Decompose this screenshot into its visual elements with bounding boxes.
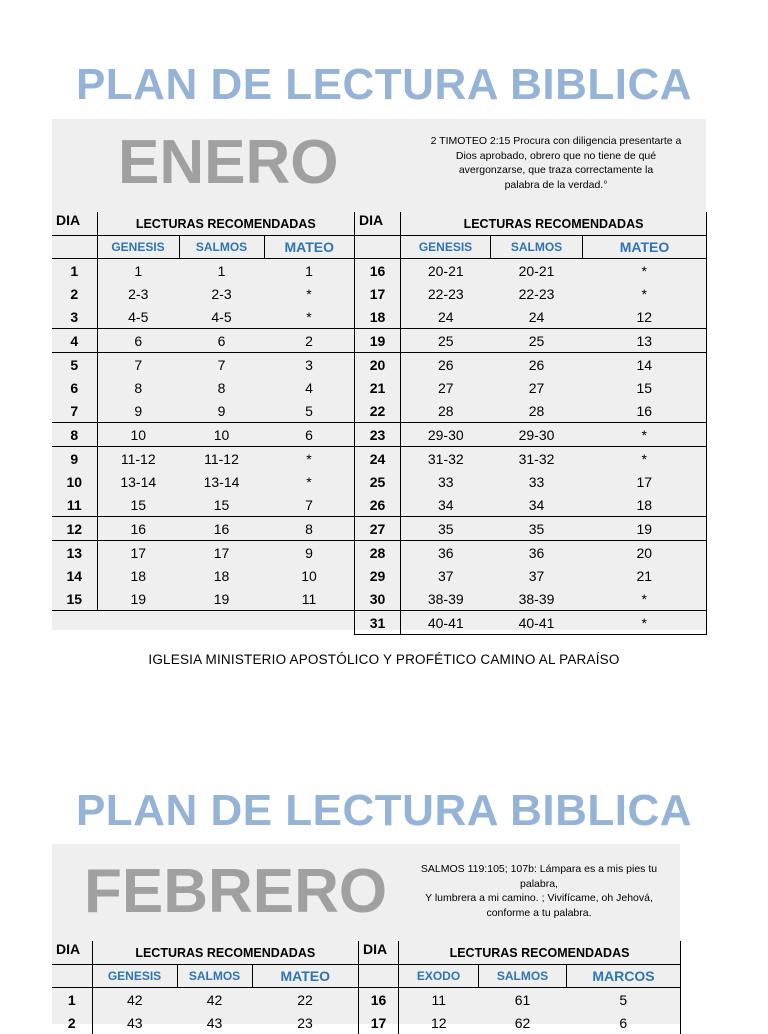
col-header-book2: SALMOS <box>479 965 567 988</box>
table-row <box>52 376 354 399</box>
verse-line: SALMOS 119:105; 107b: Lámpara es a mis pies tu <box>420 863 658 875</box>
table-row <box>355 447 707 471</box>
table-row <box>355 423 707 447</box>
cell-book2: 34 <box>528 496 545 513</box>
table-row <box>355 611 707 635</box>
cell-day: 4 <box>52 329 97 353</box>
lecturas-header: LECTURAS RECOMENDADAS <box>463 216 644 231</box>
cell-book2: 24 <box>528 308 545 325</box>
cell-book1: 22-23 <box>427 285 464 302</box>
table-row <box>355 564 707 587</box>
cell-book1: 8 <box>134 379 143 396</box>
table-row <box>355 493 707 517</box>
cell-day: 17 <box>359 1011 399 1034</box>
col-header-book1: EXODO <box>399 965 479 988</box>
table-row <box>355 305 707 329</box>
cell-day: 2 <box>52 282 97 305</box>
table-row <box>355 376 707 399</box>
cell-book1: 29-30 <box>401 423 491 447</box>
dia-header: DIA <box>52 941 92 965</box>
cell-day: 25 <box>355 470 401 493</box>
cell-book1: 26 <box>401 353 491 377</box>
table-row <box>52 423 354 447</box>
col-header-book3: MATEO <box>583 236 707 259</box>
lecturas-header: LECTURAS RECOMENDADAS <box>135 945 316 960</box>
cell-day: 28 <box>355 541 401 565</box>
cell-day: 11 <box>52 493 97 517</box>
col-header-book3: MARCOS <box>567 965 681 988</box>
col-header-book3: MATEO <box>264 236 354 259</box>
cell-day: 2 <box>52 1011 92 1034</box>
cell-book2: 33 <box>528 473 545 490</box>
cell-day: 18 <box>355 305 401 329</box>
table-row <box>52 587 354 611</box>
verse-line: 2 TIMOTEO 2:15 Procura con diligencia presentarte a <box>430 135 682 147</box>
table-row <box>52 282 354 305</box>
cell-day: 16 <box>355 259 401 283</box>
cell-day: 16 <box>359 988 399 1012</box>
cell-day: 14 <box>52 564 97 587</box>
cell-book3: 12 <box>636 308 653 325</box>
cell-book2: 17 <box>179 541 264 565</box>
cell-day: 7 <box>52 399 97 423</box>
cell-day: 30 <box>355 587 401 611</box>
cell-book3: 18 <box>636 496 653 513</box>
cell-book2: 26 <box>491 353 583 377</box>
cell-book2: 9 <box>217 402 226 419</box>
cell-book3: 20 <box>583 541 707 565</box>
table-row <box>52 470 354 493</box>
cell-book1: 17 <box>97 541 179 565</box>
cell-day: 1 <box>52 259 97 283</box>
cell-book2: 16 <box>179 517 264 541</box>
cell-book2: 18 <box>213 567 230 584</box>
cell-book2: 28 <box>528 402 545 419</box>
cell-book2: 31-32 <box>491 447 583 471</box>
cell-day: 20 <box>355 353 401 377</box>
col-header-book3: MATEO <box>252 965 358 988</box>
cell-book2: 27 <box>528 379 545 396</box>
cell-book2: 6 <box>179 329 264 353</box>
verse-line: conforme a tu palabra. <box>486 906 592 919</box>
dia-header: DIA <box>52 212 97 236</box>
cell-book1: 35 <box>401 517 491 541</box>
cell-book2: 29-30 <box>491 423 583 447</box>
cell-book2: 11-12 <box>179 447 264 471</box>
cell-book2: 43 <box>206 1014 223 1031</box>
cell-book3: * <box>264 447 354 471</box>
cell-book1: 18 <box>130 567 147 584</box>
cell-book3: * <box>641 590 647 607</box>
cell-book2: 7 <box>179 353 264 377</box>
cell-book3: * <box>306 473 312 490</box>
cell-book3: 14 <box>583 353 707 377</box>
col-header-book1: GENESIS <box>401 236 491 259</box>
cell-day: 19 <box>355 329 401 353</box>
cell-book3: 19 <box>583 517 707 541</box>
cell-book1: 43 <box>126 1014 143 1031</box>
reading-table-febrero-left <box>52 941 358 1034</box>
cell-book3: 22 <box>297 991 313 1008</box>
cell-day: 1 <box>52 988 92 1012</box>
cell-day: 24 <box>355 447 401 471</box>
cell-book1: 37 <box>437 567 454 584</box>
cell-book1: 36 <box>401 541 491 565</box>
cell-book3: 3 <box>264 353 354 377</box>
cell-book1: 15 <box>130 496 147 513</box>
cell-book3: * <box>641 285 647 302</box>
cell-book1: 6 <box>97 329 179 353</box>
cell-book2: 42 <box>206 991 223 1008</box>
col-header-book1: GENESIS <box>92 965 177 988</box>
cell-book3: 6 <box>619 1014 628 1031</box>
table-row <box>359 1011 681 1034</box>
cell-day: 10 <box>52 470 97 493</box>
table-row <box>359 988 681 1012</box>
reading-table-febrero-right <box>358 941 681 1034</box>
cell-book1: 38-39 <box>427 590 464 607</box>
table-row <box>355 353 707 377</box>
verse-febrero <box>404 862 674 920</box>
cell-book2: 22-23 <box>518 285 555 302</box>
col-header-book2: SALMOS <box>491 236 583 259</box>
table-row <box>52 1011 358 1034</box>
table-row <box>52 447 354 471</box>
cell-book2: 19 <box>213 590 230 607</box>
cell-book3: 23 <box>297 1014 313 1031</box>
cell-day: 31 <box>355 611 401 635</box>
table-row <box>355 587 707 611</box>
cell-book1: 10 <box>97 423 179 447</box>
cell-book1: 2-3 <box>128 285 149 302</box>
dia-header: DIA <box>355 212 401 236</box>
table-row <box>52 305 354 329</box>
cell-book1: 13-14 <box>120 473 157 490</box>
cell-book1: 1 <box>134 262 143 279</box>
cell-day: 8 <box>52 423 97 447</box>
cell-book3: 16 <box>636 402 653 419</box>
verse-enero <box>412 134 700 192</box>
table-row <box>355 541 707 565</box>
cell-book3: 4 <box>305 379 313 396</box>
cell-day: 3 <box>52 305 97 329</box>
cell-book3: * <box>641 262 647 279</box>
cell-book2: 61 <box>514 991 531 1008</box>
cell-day: 27 <box>355 517 401 541</box>
cell-book1: 4-5 <box>128 308 149 325</box>
table-row <box>355 282 707 305</box>
cell-book2: 10 <box>179 423 264 447</box>
cell-book3: 6 <box>264 423 354 447</box>
church-footer: IGLESIA MINISTERIO APOSTÓLICO Y PROFÉTICO CAMINO AL PARAÍSO <box>148 652 620 667</box>
cell-book3: 10 <box>301 567 317 584</box>
cell-book2: 35 <box>491 517 583 541</box>
table-row <box>52 988 358 1012</box>
cell-book1: 7 <box>97 353 179 377</box>
cell-book3: 5 <box>305 402 313 419</box>
cell-book1: 28 <box>437 402 454 419</box>
plan-title-enero: PLAN DE LECTURA BIBLICA <box>75 60 693 109</box>
cell-book3: * <box>306 285 312 302</box>
cell-day: 21 <box>355 376 401 399</box>
verse-line: Dios aprobado, obrero que no tiene de qué <box>455 149 657 162</box>
cell-book2: 2-3 <box>211 285 232 302</box>
cell-book3: 2 <box>264 329 354 353</box>
cell-book1: 24 <box>437 308 454 325</box>
cell-day: 29 <box>355 564 401 587</box>
cell-day: 26 <box>355 493 401 517</box>
cell-day: 12 <box>52 517 97 541</box>
cell-book3: 13 <box>583 329 707 353</box>
table-row <box>355 329 707 353</box>
month-title-febrero: FEBRERO <box>84 857 388 926</box>
table-row <box>355 399 707 423</box>
cell-book1: 27 <box>437 379 454 396</box>
cell-book1: 16 <box>97 517 179 541</box>
table-row <box>52 259 354 283</box>
cell-book2: 25 <box>491 329 583 353</box>
table-row <box>52 353 354 377</box>
cell-book1: 40-41 <box>401 611 491 635</box>
cell-book1: 9 <box>134 402 143 419</box>
cell-book2: 37 <box>528 567 545 584</box>
cell-book1: 34 <box>437 496 454 513</box>
cell-book2: 62 <box>514 1014 531 1031</box>
cell-book2: 1 <box>217 262 226 279</box>
cell-book2: 8 <box>217 379 226 396</box>
cell-book3: 17 <box>636 473 653 490</box>
cell-day: 23 <box>355 423 401 447</box>
verse-line: palabra de la verdad.° <box>504 178 608 191</box>
col-header-book2: SALMOS <box>177 965 252 988</box>
cell-book3: * <box>583 447 707 471</box>
verse-line: avergonzarse, que traza correctamente la <box>458 164 654 176</box>
lecturas-header: LECTURAS RECOMENDADAS <box>135 216 316 231</box>
cell-book2: 20-21 <box>518 262 555 279</box>
cell-book3: 5 <box>619 991 628 1008</box>
reading-table-enero-left <box>52 212 354 611</box>
cell-book3: 15 <box>636 379 653 396</box>
cell-book2: 15 <box>213 496 230 513</box>
cell-book1: 19 <box>130 590 147 607</box>
lecturas-header: LECTURAS RECOMENDADAS <box>449 945 630 960</box>
cell-book1: 20-21 <box>427 262 464 279</box>
verse-line: palabra, <box>520 877 558 890</box>
cell-book3: 8 <box>264 517 354 541</box>
cell-book3: * <box>583 611 707 635</box>
cell-book3: 7 <box>305 496 313 513</box>
cell-book1: 33 <box>437 473 454 490</box>
cell-book2: 38-39 <box>518 590 555 607</box>
table-row <box>52 517 354 541</box>
cell-book3: * <box>306 308 312 325</box>
table-row <box>52 564 354 587</box>
table-row <box>52 329 354 353</box>
cell-book3: 21 <box>636 567 653 584</box>
cell-book1: 25 <box>401 329 491 353</box>
cell-day: 22 <box>355 399 401 423</box>
cell-book2: 36 <box>491 541 583 565</box>
cell-book1: 11-12 <box>97 447 179 471</box>
col-header-book2: SALMOS <box>179 236 264 259</box>
cell-book1: 42 <box>126 991 143 1008</box>
cell-day: 5 <box>52 353 97 377</box>
cell-book1: 11 <box>431 991 447 1008</box>
cell-book3: * <box>583 423 707 447</box>
cell-day: 13 <box>52 541 97 565</box>
cell-day: 17 <box>355 282 401 305</box>
dia-header: DIA <box>359 941 399 965</box>
plan-title-febrero: PLAN DE LECTURA BIBLICA <box>75 786 693 835</box>
cell-day: 9 <box>52 447 97 471</box>
cell-book2: 40-41 <box>491 611 583 635</box>
table-row <box>52 541 354 565</box>
month-title-enero: ENERO <box>118 128 339 197</box>
table-row <box>52 399 354 423</box>
table-row <box>355 470 707 493</box>
cell-day: 6 <box>52 376 97 399</box>
cell-book1: 12 <box>430 1014 447 1031</box>
cell-book3: 1 <box>305 262 313 279</box>
cell-book3: 9 <box>264 541 354 565</box>
cell-book1: 31-32 <box>401 447 491 471</box>
cell-book2: 13-14 <box>203 473 240 490</box>
reading-table-enero-right <box>354 212 707 635</box>
cell-book2: 4-5 <box>211 308 232 325</box>
table-row <box>355 517 707 541</box>
table-row <box>52 493 354 517</box>
cell-day: 15 <box>52 587 97 611</box>
table-row <box>355 259 707 283</box>
cell-book3: 11 <box>301 590 317 607</box>
verse-line: Y lumbrera a mi camino. ; Vivifícame, oh Jehová, <box>425 892 653 904</box>
col-header-book1: GENESIS <box>97 236 179 259</box>
